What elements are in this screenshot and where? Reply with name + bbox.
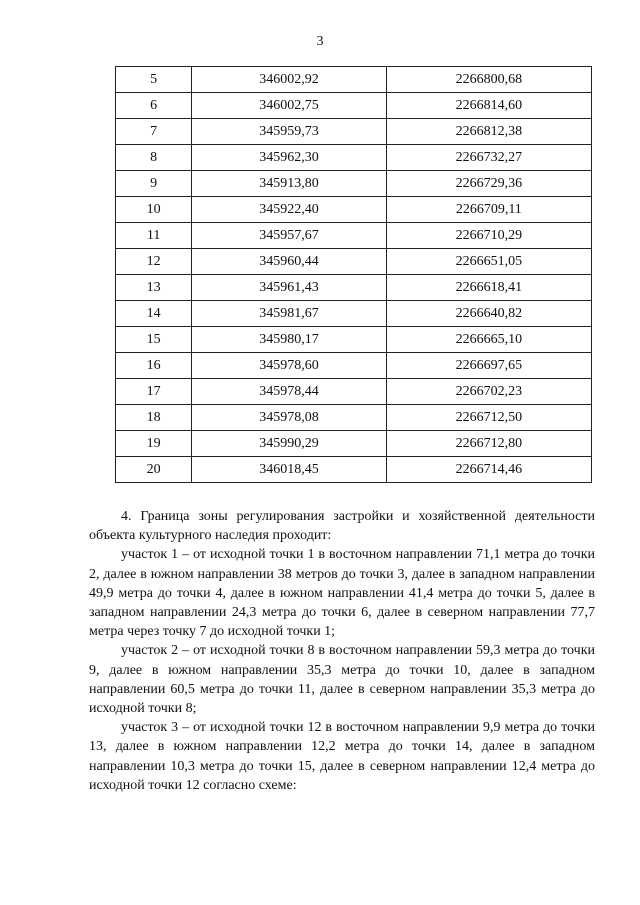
boundary-description	[89, 507, 595, 795]
x-coordinate-cell: 345959,73	[192, 119, 386, 145]
y-coordinate-cell: 2266814,60	[386, 93, 591, 119]
plot-3-description: участок 3 – от исходной точки 12 в восточном направлении 9,9 метра до точки 13, далее в южном направлении 12,2 метра до точки 14, далее в западном направлении 10,3 метра до точки 15, далее в северном направлении 12,4 метра до исходной точки 12 согласно схеме:	[89, 720, 595, 793]
x-coordinate-cell: 345922,40	[192, 197, 386, 223]
table-row	[116, 119, 592, 145]
x-coordinate-cell: 345913,80	[192, 171, 386, 197]
point-number-cell: 16	[116, 353, 192, 379]
table-row	[116, 353, 592, 379]
page-number: 3	[316, 34, 324, 49]
x-coordinate-cell: 346002,75	[192, 93, 386, 119]
x-coordinate-cell: 345980,17	[192, 327, 386, 353]
point-number-cell: 6	[116, 93, 192, 119]
y-coordinate-cell: 2266712,50	[386, 405, 591, 431]
table-row	[116, 171, 592, 197]
point-number-cell: 17	[116, 379, 192, 405]
x-coordinate-cell: 345962,30	[192, 145, 386, 171]
point-number-cell: 12	[116, 249, 192, 275]
table-row	[116, 249, 592, 275]
point-number-cell: 13	[116, 275, 192, 301]
point-number-cell: 19	[116, 431, 192, 457]
x-coordinate-cell: 345990,29	[192, 431, 386, 457]
y-coordinate-cell: 2266710,29	[386, 223, 591, 249]
coordinates-table-body	[116, 67, 592, 483]
x-coordinate-cell: 345960,44	[192, 249, 386, 275]
y-coordinate-cell: 2266732,27	[386, 145, 591, 171]
table-row	[116, 379, 592, 405]
x-coordinate-cell: 345961,43	[192, 275, 386, 301]
y-coordinate-cell: 2266640,82	[386, 301, 591, 327]
point-number-cell: 11	[116, 223, 192, 249]
table-row	[116, 327, 592, 353]
table-row	[116, 431, 592, 457]
point-number-cell: 15	[116, 327, 192, 353]
x-coordinate-cell: 345978,08	[192, 405, 386, 431]
y-coordinate-cell: 2266712,80	[386, 431, 591, 457]
table-row	[116, 93, 592, 119]
point-number-cell: 20	[116, 457, 192, 483]
y-coordinate-cell: 2266665,10	[386, 327, 591, 353]
x-coordinate-cell: 345978,44	[192, 379, 386, 405]
point-number-cell: 18	[116, 405, 192, 431]
y-coordinate-cell: 2266729,36	[386, 171, 591, 197]
table-row	[116, 275, 592, 301]
x-coordinate-cell: 346002,92	[192, 67, 386, 93]
x-coordinate-cell: 345981,67	[192, 301, 386, 327]
y-coordinate-cell: 2266714,46	[386, 457, 591, 483]
point-number-cell: 9	[116, 171, 192, 197]
y-coordinate-cell: 2266651,05	[386, 249, 591, 275]
x-coordinate-cell: 345957,67	[192, 223, 386, 249]
point-number-cell: 5	[116, 67, 192, 93]
point-number-cell: 14	[116, 301, 192, 327]
table-row	[116, 223, 592, 249]
table-row	[116, 457, 592, 483]
section-4-heading: 4. Граница зоны регулирования застройки и хозяйственной деятельности объекта культурного наследия проходит:	[89, 509, 595, 544]
point-number-cell: 8	[116, 145, 192, 171]
plot-2-description: участок 2 – от исходной точки 8 в восточном направлении 59,3 метра до точки 9, далее в южном направлении 35,3 метра до точки 10, далее в западном направлении 60,5 метра до точки 11, далее в северном направлении 35,3 метра до исходной точки 8;	[89, 643, 595, 717]
table-row	[116, 197, 592, 223]
table-row	[116, 145, 592, 171]
y-coordinate-cell: 2266709,11	[386, 197, 591, 223]
y-coordinate-cell: 2266618,41	[386, 275, 591, 301]
table-row	[116, 301, 592, 327]
y-coordinate-cell: 2266812,38	[386, 119, 591, 145]
y-coordinate-cell: 2266702,23	[386, 379, 591, 405]
x-coordinate-cell: 346018,45	[192, 457, 386, 483]
y-coordinate-cell: 2266800,68	[386, 67, 591, 93]
table-row	[116, 405, 592, 431]
y-coordinate-cell: 2266697,65	[386, 353, 591, 379]
x-coordinate-cell: 345978,60	[192, 353, 386, 379]
point-number-cell: 10	[116, 197, 192, 223]
table-row	[116, 67, 592, 93]
plot-1-description: участок 1 – от исходной точки 1 в восточном направлении 71,1 метра до точки 2, далее в южном направлении 38 метров до точки 3, далее в западном направлении 49,9 метра до точки 4, далее в южном направлении 41,4 метра до точки 5, далее в западном направлении 24,3 метра до точки 6, далее в северном направлении 77,7 метра через точку 7 до исходной точки 1;	[89, 547, 595, 640]
coordinates-table	[115, 66, 592, 483]
point-number-cell: 7	[116, 119, 192, 145]
